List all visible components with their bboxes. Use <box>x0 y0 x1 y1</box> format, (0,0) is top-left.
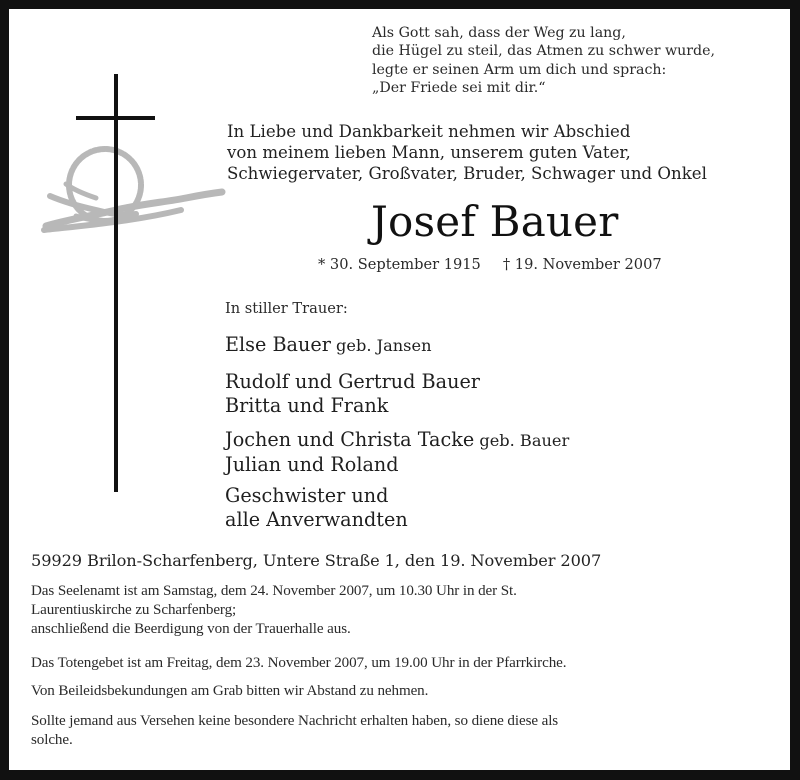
mourner-suffix: geb. Bauer <box>474 431 570 450</box>
poem-line: legte er seinen Arm um dich und sprach: <box>372 61 667 78</box>
mourner-line: Julian und Roland <box>225 453 399 476</box>
cross-with-sun-and-cloud-icon <box>36 70 236 500</box>
mourner-suffix: geb. Jansen <box>330 336 432 355</box>
mourner-line <box>225 333 432 358</box>
deceased-name: Josef Bauer <box>371 197 619 246</box>
poem <box>372 24 715 98</box>
poem-line: Als Gott sah, dass der Weg zu lang, <box>372 25 626 41</box>
mourner-group <box>225 333 432 358</box>
mourner-line <box>225 428 569 453</box>
intro-line: Schwiegervater, Großvater, Bruder, Schwager und Onkel <box>227 164 707 183</box>
mourner-group <box>225 484 408 532</box>
poem-line: die Hügel zu steil, das Atmen zu schwer wurde, <box>372 43 716 60</box>
info-line: anschließend die Beerdigung von der Trauerhalle aus. <box>31 621 351 638</box>
birth-date: * 30. September 1915 <box>318 256 481 273</box>
mourner-line: alle Anverwandten <box>225 508 408 531</box>
mourner-name: Jochen und Christa Tacke <box>225 428 475 451</box>
intro-line: von meinem lieben Mann, unserem guten Vater, <box>227 143 631 162</box>
mourner-name: Else Bauer <box>225 333 331 356</box>
condolences-info: Von Beileidsbekundungen am Grab bitten wir Abstand zu nehmen. <box>31 683 429 699</box>
poem-line: „Der Friede sei mit dir.“ <box>372 80 546 97</box>
mourner-group <box>225 370 480 418</box>
requiem-info <box>31 582 517 640</box>
address-line: 59929 Brilon-Scharfenberg, Untere Straße 1, den 19. November 2007 <box>31 551 602 570</box>
info-line: Sollte jemand aus Versehen keine besondere Nachricht erhalten haben, so diene diese als <box>31 713 559 729</box>
mourner-line: Britta und Frank <box>225 394 389 417</box>
notice-info <box>31 712 558 750</box>
sun-cloud-graphic <box>44 149 222 230</box>
mourner-line: Geschwister und <box>225 484 389 507</box>
intro-line: In Liebe und Dankbarkeit nehmen wir Abschied <box>227 122 631 141</box>
info-line: Das Seelenamt ist am Samstag, dem 24. November 2007, um 10.30 Uhr in der St. <box>31 583 517 599</box>
intro-text <box>227 121 707 184</box>
mourner-group <box>225 428 569 477</box>
mourners-label: In stiller Trauer: <box>225 300 348 317</box>
info-line: Laurentiuskirche zu Scharfenberg; <box>31 602 237 619</box>
cross-vertical-bar <box>114 74 118 492</box>
cross-horizontal-bar <box>76 116 155 120</box>
life-dates <box>318 256 662 274</box>
mourner-line: Rudolf und Gertrud Bauer <box>225 370 480 393</box>
info-line: solche. <box>31 732 73 749</box>
prayer-info: Das Totengebet ist am Freitag, dem 23. November 2007, um 19.00 Uhr in der Pfarrkirche. <box>31 655 567 671</box>
death-date: † 19. November 2007 <box>502 256 662 273</box>
